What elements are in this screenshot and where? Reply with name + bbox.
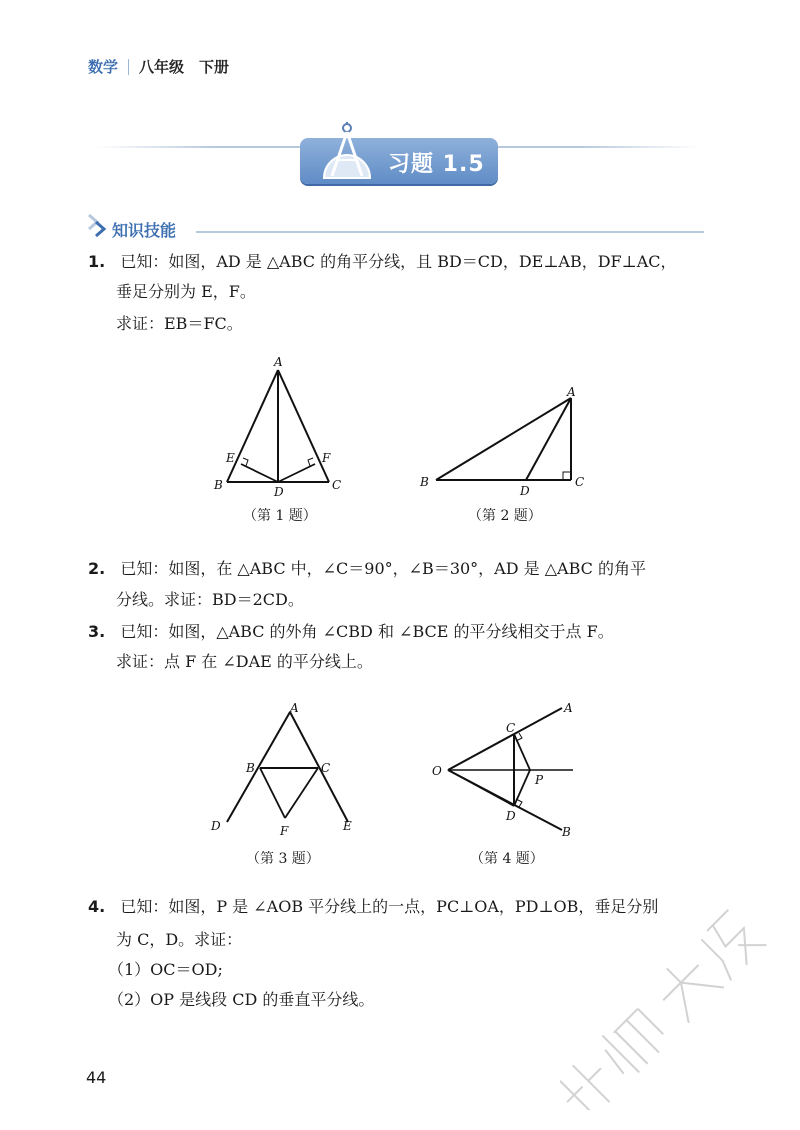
label-d: D (506, 809, 516, 823)
label-f: F (280, 824, 289, 838)
label-b: B (214, 478, 223, 492)
problem-text: 已知：如图，AD 是 △ABC 的角平分线，且 BD＝CD，DE⊥AB，DF⊥AC， (120, 252, 677, 271)
problem-number: 4. (88, 897, 106, 916)
problem-1 (88, 248, 677, 276)
problem-number: 2. (88, 559, 106, 578)
problem-4-part-2: （2）OP 是线段 CD 的垂直平分线。 (108, 990, 375, 1009)
page-number: 44 (86, 1068, 107, 1087)
label-f: F (322, 451, 331, 465)
label-c: C (575, 475, 585, 489)
subject-label: 数学 (88, 58, 119, 76)
header-divider (128, 59, 129, 75)
problem-text: 已知：如图，P 是 ∠AOB 平分线上的一点，PC⊥OA，PD⊥OB，垂足分别 (120, 897, 659, 916)
problem-number: 3. (88, 622, 106, 641)
label-d: D (211, 819, 221, 833)
label-d: D (274, 485, 284, 499)
problem-3 (88, 618, 614, 646)
label-p: P (535, 773, 544, 787)
label-e: E (343, 819, 352, 833)
label-c: C (321, 761, 331, 775)
page-header (88, 56, 229, 77)
problem-1-claim: 求证：EB＝FC。 (116, 314, 243, 333)
problem-1-line-2: 垂足分别为 E，F。 (116, 282, 256, 301)
label-c: C (332, 478, 342, 492)
problem-3-line-2: 求证：点 F 在 ∠DAE 的平分线上。 (116, 652, 373, 671)
label-a: A (564, 701, 573, 715)
figure-2-caption: （第 2 题） (468, 508, 542, 524)
figure-2 (416, 384, 596, 499)
label-d: D (520, 484, 530, 498)
problem-text: 已知：如图，在 △ABC 中，∠C＝90°，∠B＝30°，AD 是 △ABC 的角平 (120, 559, 646, 578)
publisher-watermark (560, 880, 780, 1110)
section-title: 知识技能 (112, 221, 177, 240)
problem-4-line-2: 为 C，D。求证： (116, 930, 243, 949)
label-a: A (274, 355, 283, 369)
label-b: B (420, 475, 429, 489)
label-a: A (290, 701, 299, 715)
figure-4 (428, 698, 588, 843)
label-c: C (506, 721, 516, 735)
exercise-title: 习题 1.5 (388, 152, 485, 177)
figure-4-caption: （第 4 题） (470, 851, 544, 867)
compass-icon (318, 120, 376, 184)
section-rule (196, 231, 704, 233)
grade-label: 八年级 下册 (139, 58, 230, 76)
label-b: B (246, 761, 255, 775)
figure-1-caption: （第 1 题） (243, 508, 317, 524)
figure-3-caption: （第 3 题） (246, 851, 320, 867)
label-e: E (226, 451, 235, 465)
problem-4-part-1: （1）OC＝OD; (108, 960, 223, 979)
label-o: O (432, 764, 442, 778)
figure-1 (210, 352, 350, 502)
problem-text: 已知：如图，△ABC 的外角 ∠CBD 和 ∠BCE 的平分线相交于点 F。 (120, 622, 614, 641)
problem-2 (88, 555, 646, 583)
chevron-right-icon (86, 212, 110, 240)
problem-2-line-2: 分线。求证：BD＝2CD。 (116, 590, 304, 609)
figure-3 (205, 700, 365, 840)
problem-number: 1. (88, 252, 106, 271)
label-b: B (562, 825, 571, 839)
label-a: A (567, 385, 576, 399)
